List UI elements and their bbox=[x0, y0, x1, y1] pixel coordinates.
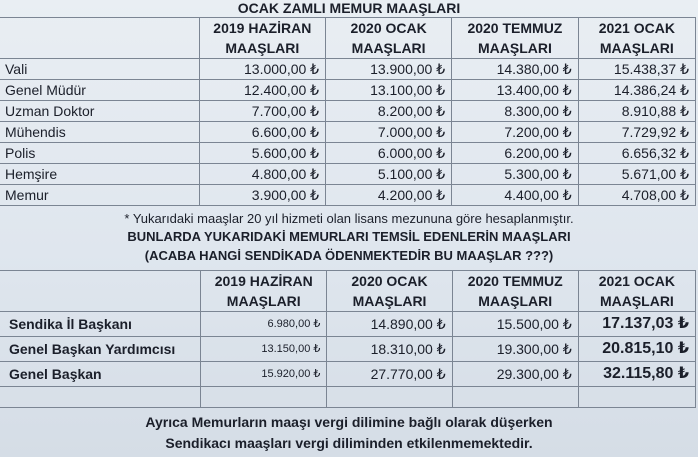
row-label: Genel Başkan bbox=[0, 362, 201, 387]
cell-value: 14.380,00 ₺ bbox=[452, 59, 579, 80]
header-line2: MAAŞLARI bbox=[225, 40, 300, 56]
cell-value: 6.200,00 ₺ bbox=[452, 143, 579, 164]
header-line1: 2020 OCAK bbox=[351, 273, 428, 289]
header-line1: 2020 OCAK bbox=[350, 20, 427, 36]
empty-cell bbox=[201, 387, 327, 408]
cell-value: 5.671,00 ₺ bbox=[578, 164, 695, 185]
union-salary-table bbox=[0, 270, 696, 408]
cell-value: 15.500,00 ₺ bbox=[452, 312, 578, 337]
cell-value: 27.770,00 ₺ bbox=[327, 362, 452, 387]
header-2020-temmuz bbox=[452, 18, 579, 59]
table-row bbox=[0, 101, 696, 122]
cell-value: 13.400,00 ₺ bbox=[452, 80, 579, 101]
empty-cell bbox=[0, 387, 201, 408]
header-2021-ocak bbox=[578, 271, 695, 312]
cell-value: 6.600,00 ₺ bbox=[199, 122, 326, 143]
header-2020-temmuz bbox=[452, 271, 578, 312]
header-2019-haziran bbox=[201, 271, 327, 312]
table-row bbox=[0, 59, 696, 80]
cell-value: 7.700,00 ₺ bbox=[199, 101, 326, 122]
cell-value: 15.920,00 ₺ bbox=[201, 362, 327, 387]
header-line1: 2019 HAZİRAN bbox=[213, 20, 312, 36]
cell-value: 7.200,00 ₺ bbox=[452, 122, 579, 143]
header-line2: MAAŞLARI bbox=[226, 293, 301, 309]
cell-value: 8.910,88 ₺ bbox=[578, 101, 695, 122]
header-line2: MAAŞLARI bbox=[478, 293, 553, 309]
cell-value: 14.890,00 ₺ bbox=[327, 312, 452, 337]
cell-value: 32.115,80 ₺ bbox=[578, 362, 695, 387]
header-line1: 2021 OCAK bbox=[598, 20, 675, 36]
cell-value: 4.708,00 ₺ bbox=[578, 185, 695, 206]
cell-value: 6.980,00 ₺ bbox=[201, 312, 327, 337]
header-line1: 2021 OCAK bbox=[598, 273, 676, 289]
cell-value: 17.137,03 ₺ bbox=[578, 312, 695, 337]
header-blank bbox=[0, 18, 199, 59]
row-label: Sendika İl Başkanı bbox=[0, 312, 201, 337]
header-line2: MAAŞLARI bbox=[477, 40, 552, 56]
row-label: Hemşire bbox=[0, 164, 199, 185]
header-line2: MAAŞLARI bbox=[599, 293, 674, 309]
cell-value: 8.300,00 ₺ bbox=[452, 101, 579, 122]
table-row bbox=[0, 337, 696, 362]
header-line1: 2020 TEMMUZ bbox=[467, 273, 563, 289]
section-subtitle-question: (ACABA HANGİ SENDİKADA ÖDENMEKTEDİR BU MAAŞLAR ???) bbox=[144, 248, 554, 263]
cell-value: 7.000,00 ₺ bbox=[326, 122, 452, 143]
cell-value: 13.900,00 ₺ bbox=[326, 59, 452, 80]
cell-value: 6.656,32 ₺ bbox=[578, 143, 695, 164]
cell-value: 19.300,00 ₺ bbox=[452, 337, 578, 362]
table-row bbox=[0, 362, 696, 387]
table-row bbox=[0, 164, 696, 185]
header-2020-ocak bbox=[326, 18, 452, 59]
cell-value: 8.200,00 ₺ bbox=[326, 101, 452, 122]
table-row bbox=[0, 185, 696, 206]
cell-value: 29.300,00 ₺ bbox=[452, 362, 578, 387]
row-label: Genel Başkan Yardımcısı bbox=[0, 337, 201, 362]
empty-cell bbox=[327, 387, 452, 408]
table-header-row bbox=[0, 271, 696, 312]
table-row bbox=[0, 143, 696, 164]
table-row-empty bbox=[0, 387, 696, 408]
table-row bbox=[0, 122, 696, 143]
header-2020-ocak bbox=[327, 271, 452, 312]
header-line2: MAAŞLARI bbox=[351, 40, 426, 56]
section-subtitle: BUNLARDA YUKARIDAKİ MEMURLARI TEMSİL EDENLERİN MAAŞLARI bbox=[127, 229, 571, 244]
cell-value: 4.800,00 ₺ bbox=[199, 164, 326, 185]
cell-value: 6.000,00 ₺ bbox=[326, 143, 452, 164]
footer-line-1: Ayrıca Memurların maaşı vergi dilimine bağlı olarak düşerken bbox=[145, 414, 553, 430]
cell-value: 14.386,24 ₺ bbox=[578, 80, 695, 101]
header-line1: 2020 TEMMUZ bbox=[467, 20, 563, 36]
cell-value: 7.729,92 ₺ bbox=[578, 122, 695, 143]
row-label: Memur bbox=[0, 185, 199, 206]
table-header-row bbox=[0, 18, 696, 59]
footer-line-2: Sendikacı maaşları vergi diliminden etkilenmemektedir. bbox=[165, 435, 533, 451]
row-label: Uzman Doktor bbox=[0, 101, 199, 122]
table-row bbox=[0, 312, 696, 337]
cell-value: 13.100,00 ₺ bbox=[326, 80, 452, 101]
civil-servant-salary-table bbox=[0, 17, 696, 206]
header-2021-ocak bbox=[578, 18, 695, 59]
table-row bbox=[0, 80, 696, 101]
cell-value: 4.400,00 ₺ bbox=[452, 185, 579, 206]
footnote: * Yukarıdaki maaşlar 20 yıl hizmeti olan lisans mezununa göre hesaplanmıştır. bbox=[124, 211, 574, 226]
cell-value: 4.200,00 ₺ bbox=[326, 185, 452, 206]
empty-cell bbox=[578, 387, 695, 408]
cell-value: 5.300,00 ₺ bbox=[452, 164, 579, 185]
header-line2: MAAŞLARI bbox=[352, 293, 427, 309]
page-title: OCAK ZAMLI MEMUR MAAŞLARI bbox=[237, 0, 461, 16]
row-label: Polis bbox=[0, 143, 199, 164]
cell-value: 12.400,00 ₺ bbox=[199, 80, 326, 101]
cell-value: 20.815,10 ₺ bbox=[578, 337, 695, 362]
cell-value: 3.900,00 ₺ bbox=[199, 185, 326, 206]
row-label: Mühendis bbox=[0, 122, 199, 143]
header-line1: 2019 HAZİRAN bbox=[214, 273, 313, 289]
cell-value: 5.600,00 ₺ bbox=[199, 143, 326, 164]
header-blank bbox=[0, 271, 201, 312]
header-line2: MAAŞLARI bbox=[599, 40, 674, 56]
cell-value: 5.100,00 ₺ bbox=[326, 164, 452, 185]
cell-value: 15.438,37 ₺ bbox=[578, 59, 695, 80]
empty-cell bbox=[452, 387, 578, 408]
cell-value: 13.150,00 ₺ bbox=[201, 337, 327, 362]
cell-value: 18.310,00 ₺ bbox=[327, 337, 452, 362]
row-label: Vali bbox=[0, 59, 199, 80]
row-label: Genel Müdür bbox=[0, 80, 199, 101]
cell-value: 13.000,00 ₺ bbox=[199, 59, 326, 80]
header-2019-haziran bbox=[199, 18, 326, 59]
